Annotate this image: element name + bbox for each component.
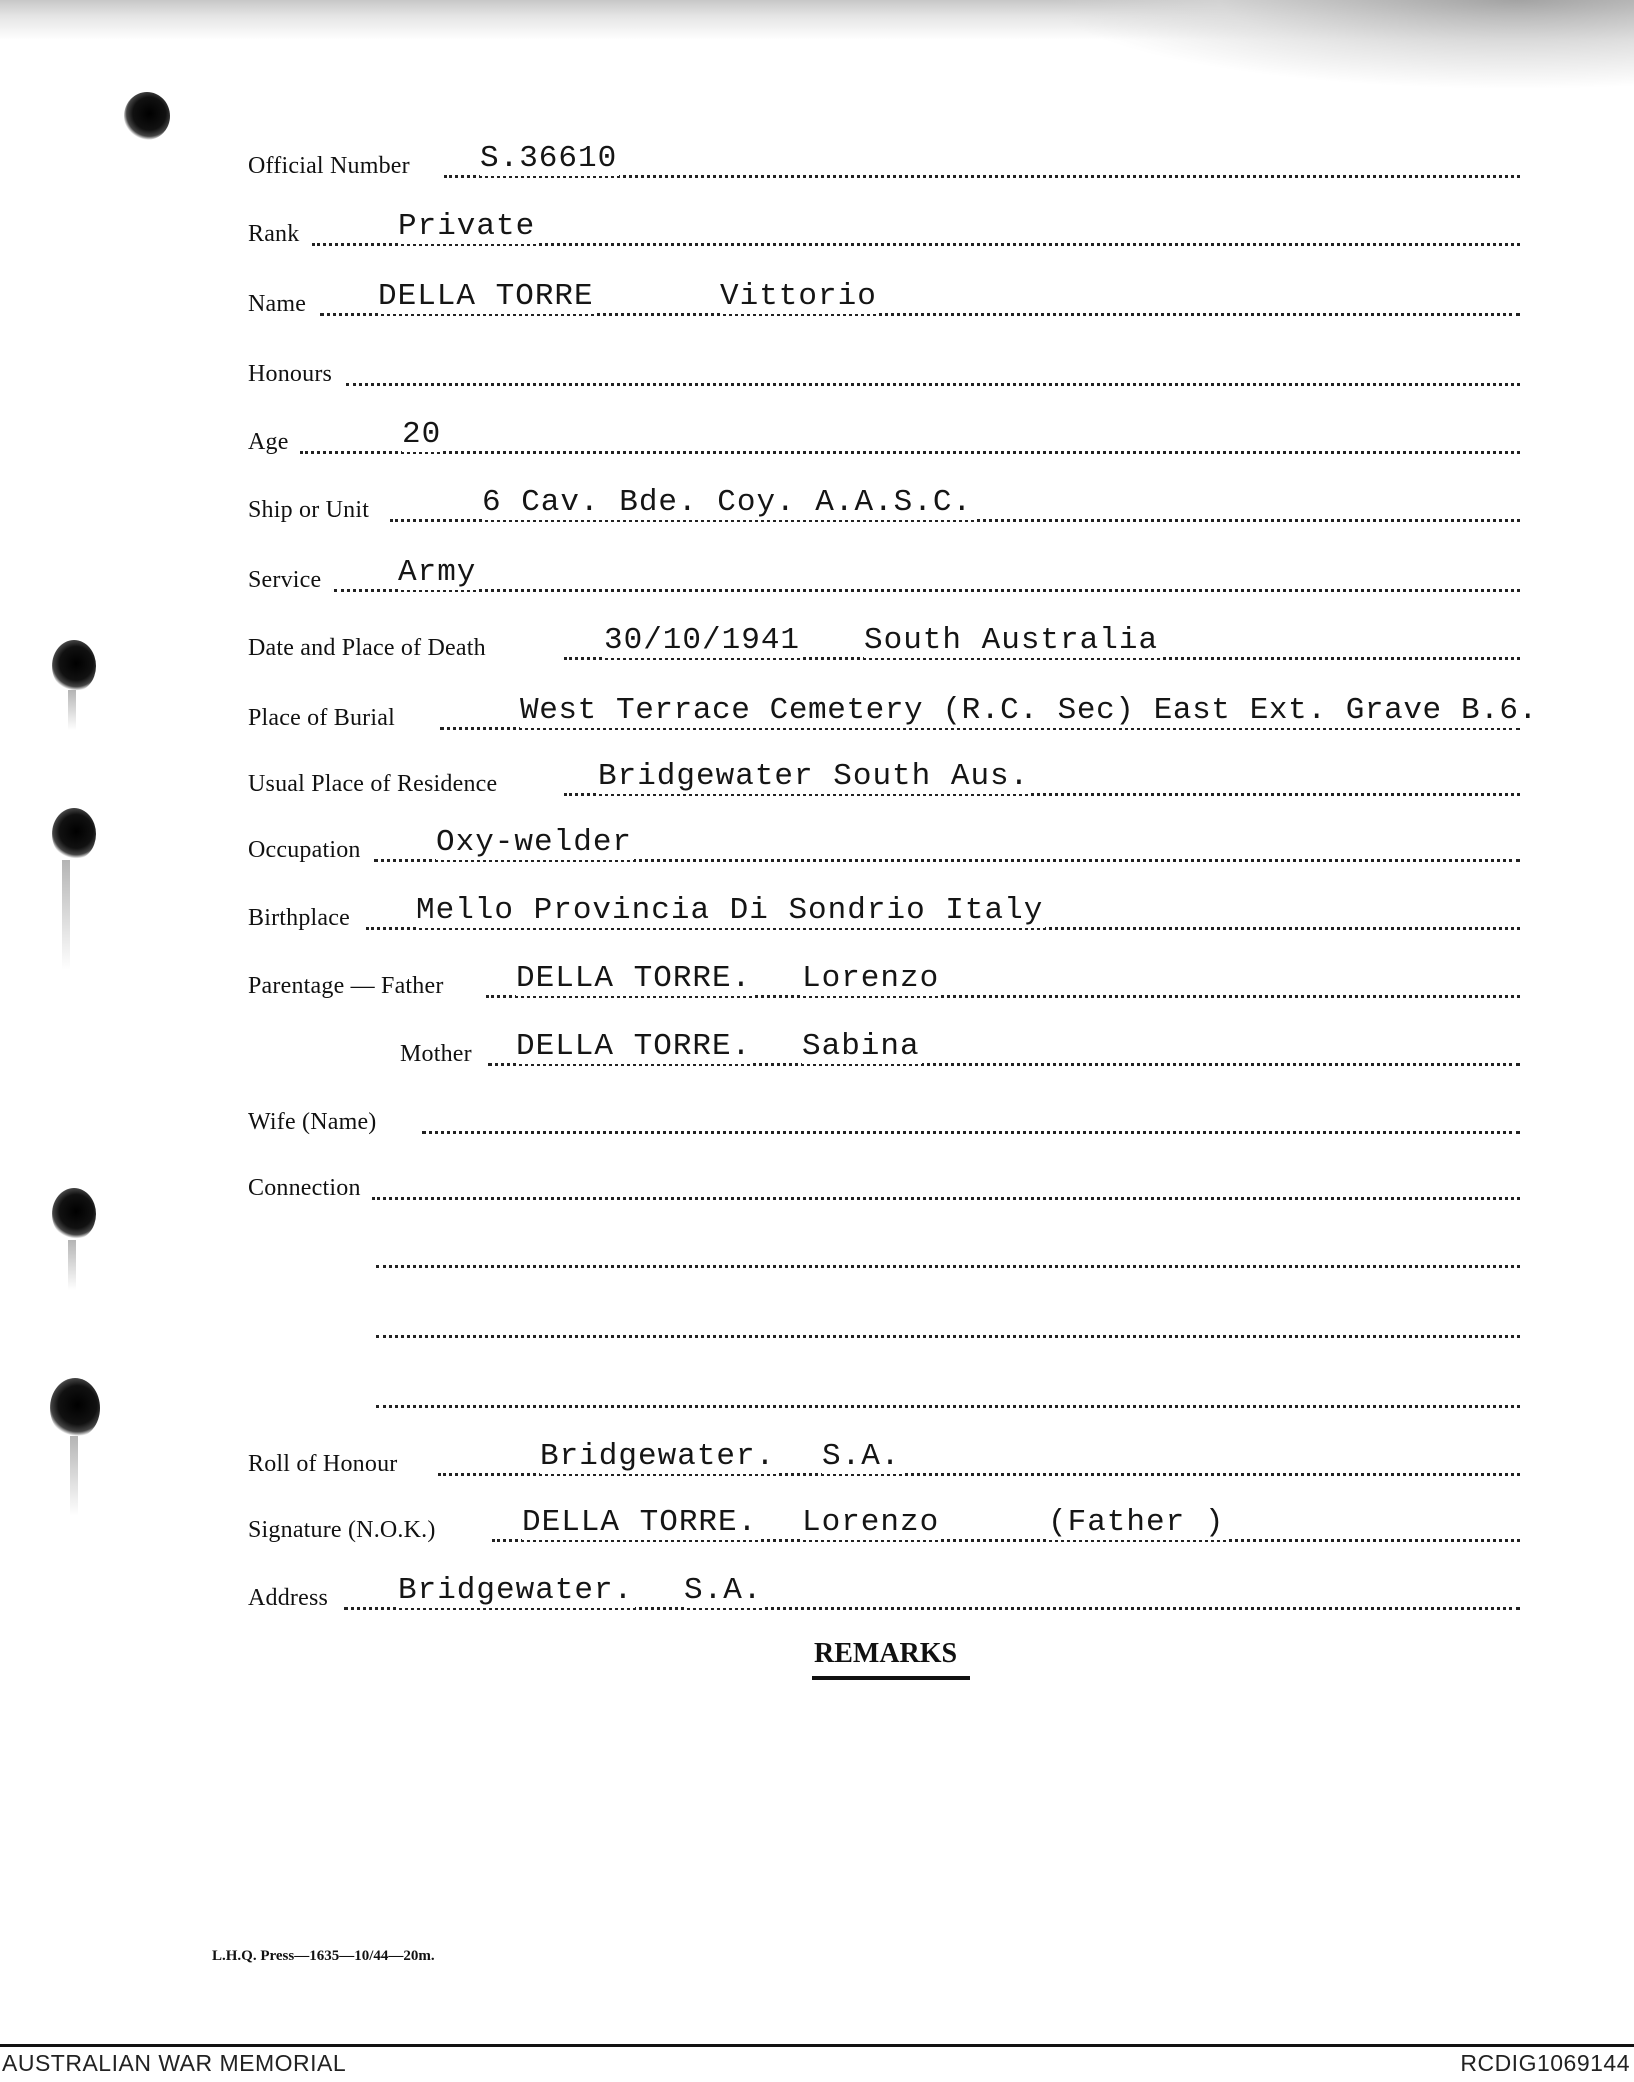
- field-address: [248, 1574, 1520, 1618]
- field-connection: [248, 1164, 1520, 1208]
- death-place-value: South Australia: [864, 623, 1159, 658]
- mother-surname-value: DELLA TORRE.: [516, 1029, 752, 1064]
- field-unit: [248, 486, 1520, 530]
- name-given-value: Vittorio: [720, 279, 877, 314]
- field-service: [248, 556, 1520, 600]
- field-official-number: [248, 142, 1520, 186]
- dotted-line: [376, 1335, 1520, 1338]
- address-state-value: S.A.: [684, 1573, 763, 1608]
- age-value: 20: [402, 417, 442, 452]
- scan-corner-noise: [1050, 0, 1634, 90]
- field-label: Parentage — Father: [248, 973, 444, 999]
- roll-state-value: S.A.: [822, 1439, 901, 1474]
- birthplace-value: Mello Provincia Di Sondrio Italy: [416, 893, 1044, 928]
- field-label: Age: [248, 429, 289, 455]
- father-surname-value: DELLA TORRE.: [516, 961, 752, 996]
- field-label: Connection: [248, 1175, 361, 1201]
- field-occupation: [248, 826, 1520, 870]
- residence-value: Bridgewater South Aus.: [598, 759, 1030, 794]
- field-wife: [248, 1098, 1520, 1142]
- punch-hole: [52, 1188, 96, 1240]
- scan-smear: [70, 1436, 78, 1516]
- field-name: [248, 280, 1520, 324]
- field-signature: [248, 1506, 1520, 1550]
- field-label: Service: [248, 567, 322, 593]
- dotted-line: [376, 1265, 1520, 1268]
- father-given-value: Lorenzo: [802, 961, 940, 996]
- connection-blank-line: [376, 1302, 1520, 1346]
- punch-hole: [52, 808, 96, 860]
- field-label: Mother: [400, 1041, 472, 1067]
- field-honours: [248, 350, 1520, 394]
- field-label: Wife (Name): [248, 1109, 377, 1135]
- remarks-underline: [812, 1676, 970, 1680]
- occupation-value: Oxy-welder: [436, 825, 633, 860]
- field-birthplace: [248, 894, 1520, 938]
- footer-record-id: RCDIG1069144: [1460, 2050, 1630, 2076]
- official-number-value: S.36610: [480, 141, 618, 176]
- dotted-line: [376, 1405, 1520, 1408]
- mother-given-value: Sabina: [802, 1029, 920, 1064]
- unit-value: 6 Cav. Bde. Coy. A.A.S.C.: [482, 485, 973, 520]
- roll-place-value: Bridgewater.: [540, 1439, 776, 1474]
- burial-value: West Terrace Cemetery (R.C. Sec) East Ext. Grave B.6.: [520, 693, 1538, 728]
- field-residence: [248, 760, 1520, 804]
- scan-smear: [62, 860, 70, 970]
- field-age: [248, 418, 1520, 462]
- service-value: Army: [398, 555, 477, 590]
- signature-surname-value: DELLA TORRE.: [522, 1505, 758, 1540]
- scan-smear: [68, 1240, 76, 1290]
- field-label: Honours: [248, 361, 333, 387]
- dotted-line: [300, 451, 1520, 454]
- footer-archive-name: AUSTRALIAN WAR MEMORIAL: [2, 2050, 347, 2076]
- rank-value: Private: [398, 209, 536, 244]
- dotted-line: [422, 1131, 1520, 1134]
- dotted-line: [334, 589, 1520, 592]
- punch-hole: [50, 1378, 100, 1438]
- field-burial: [248, 693, 1538, 738]
- death-date-value: 30/10/1941: [604, 623, 801, 658]
- punch-hole: [124, 92, 170, 140]
- dotted-line: [372, 1197, 1520, 1200]
- dotted-line: [346, 383, 1520, 386]
- printer-imprint: L.H.Q. Press—1635—10/44—20m.: [212, 1948, 435, 1964]
- connection-blank-line: [376, 1372, 1520, 1416]
- field-label: Birthplace: [248, 905, 350, 931]
- signature-relation-value: (Father ): [1048, 1505, 1225, 1540]
- field-label: Name: [248, 291, 307, 317]
- signature-given-value: Lorenzo: [802, 1505, 940, 1540]
- field-mother: [400, 1030, 1520, 1074]
- field-label: Place of Burial: [248, 705, 395, 731]
- field-label: Date and Place of Death: [248, 635, 486, 661]
- field-roll-of-honour: [248, 1440, 1520, 1484]
- field-label: Address: [248, 1585, 329, 1611]
- field-father: [248, 962, 1520, 1006]
- connection-blank-line: [376, 1232, 1520, 1276]
- field-label: Usual Place of Residence: [248, 771, 498, 797]
- field-label: Official Number: [248, 153, 410, 179]
- field-label: Rank: [248, 221, 300, 247]
- field-label: Occupation: [248, 837, 361, 863]
- remarks-heading: REMARKS: [814, 1638, 958, 1669]
- scan-smear: [68, 690, 76, 730]
- field-label: Signature (N.O.K.): [248, 1517, 436, 1543]
- field-label: Roll of Honour: [248, 1451, 398, 1477]
- field-label: Ship or Unit: [248, 497, 370, 523]
- field-rank: [248, 210, 1520, 254]
- punch-hole: [52, 640, 96, 692]
- footer-rule: [0, 2044, 1634, 2047]
- name-surname-value: DELLA TORRE: [378, 279, 594, 314]
- field-death: [248, 624, 1520, 668]
- address-place-value: Bridgewater.: [398, 1573, 634, 1608]
